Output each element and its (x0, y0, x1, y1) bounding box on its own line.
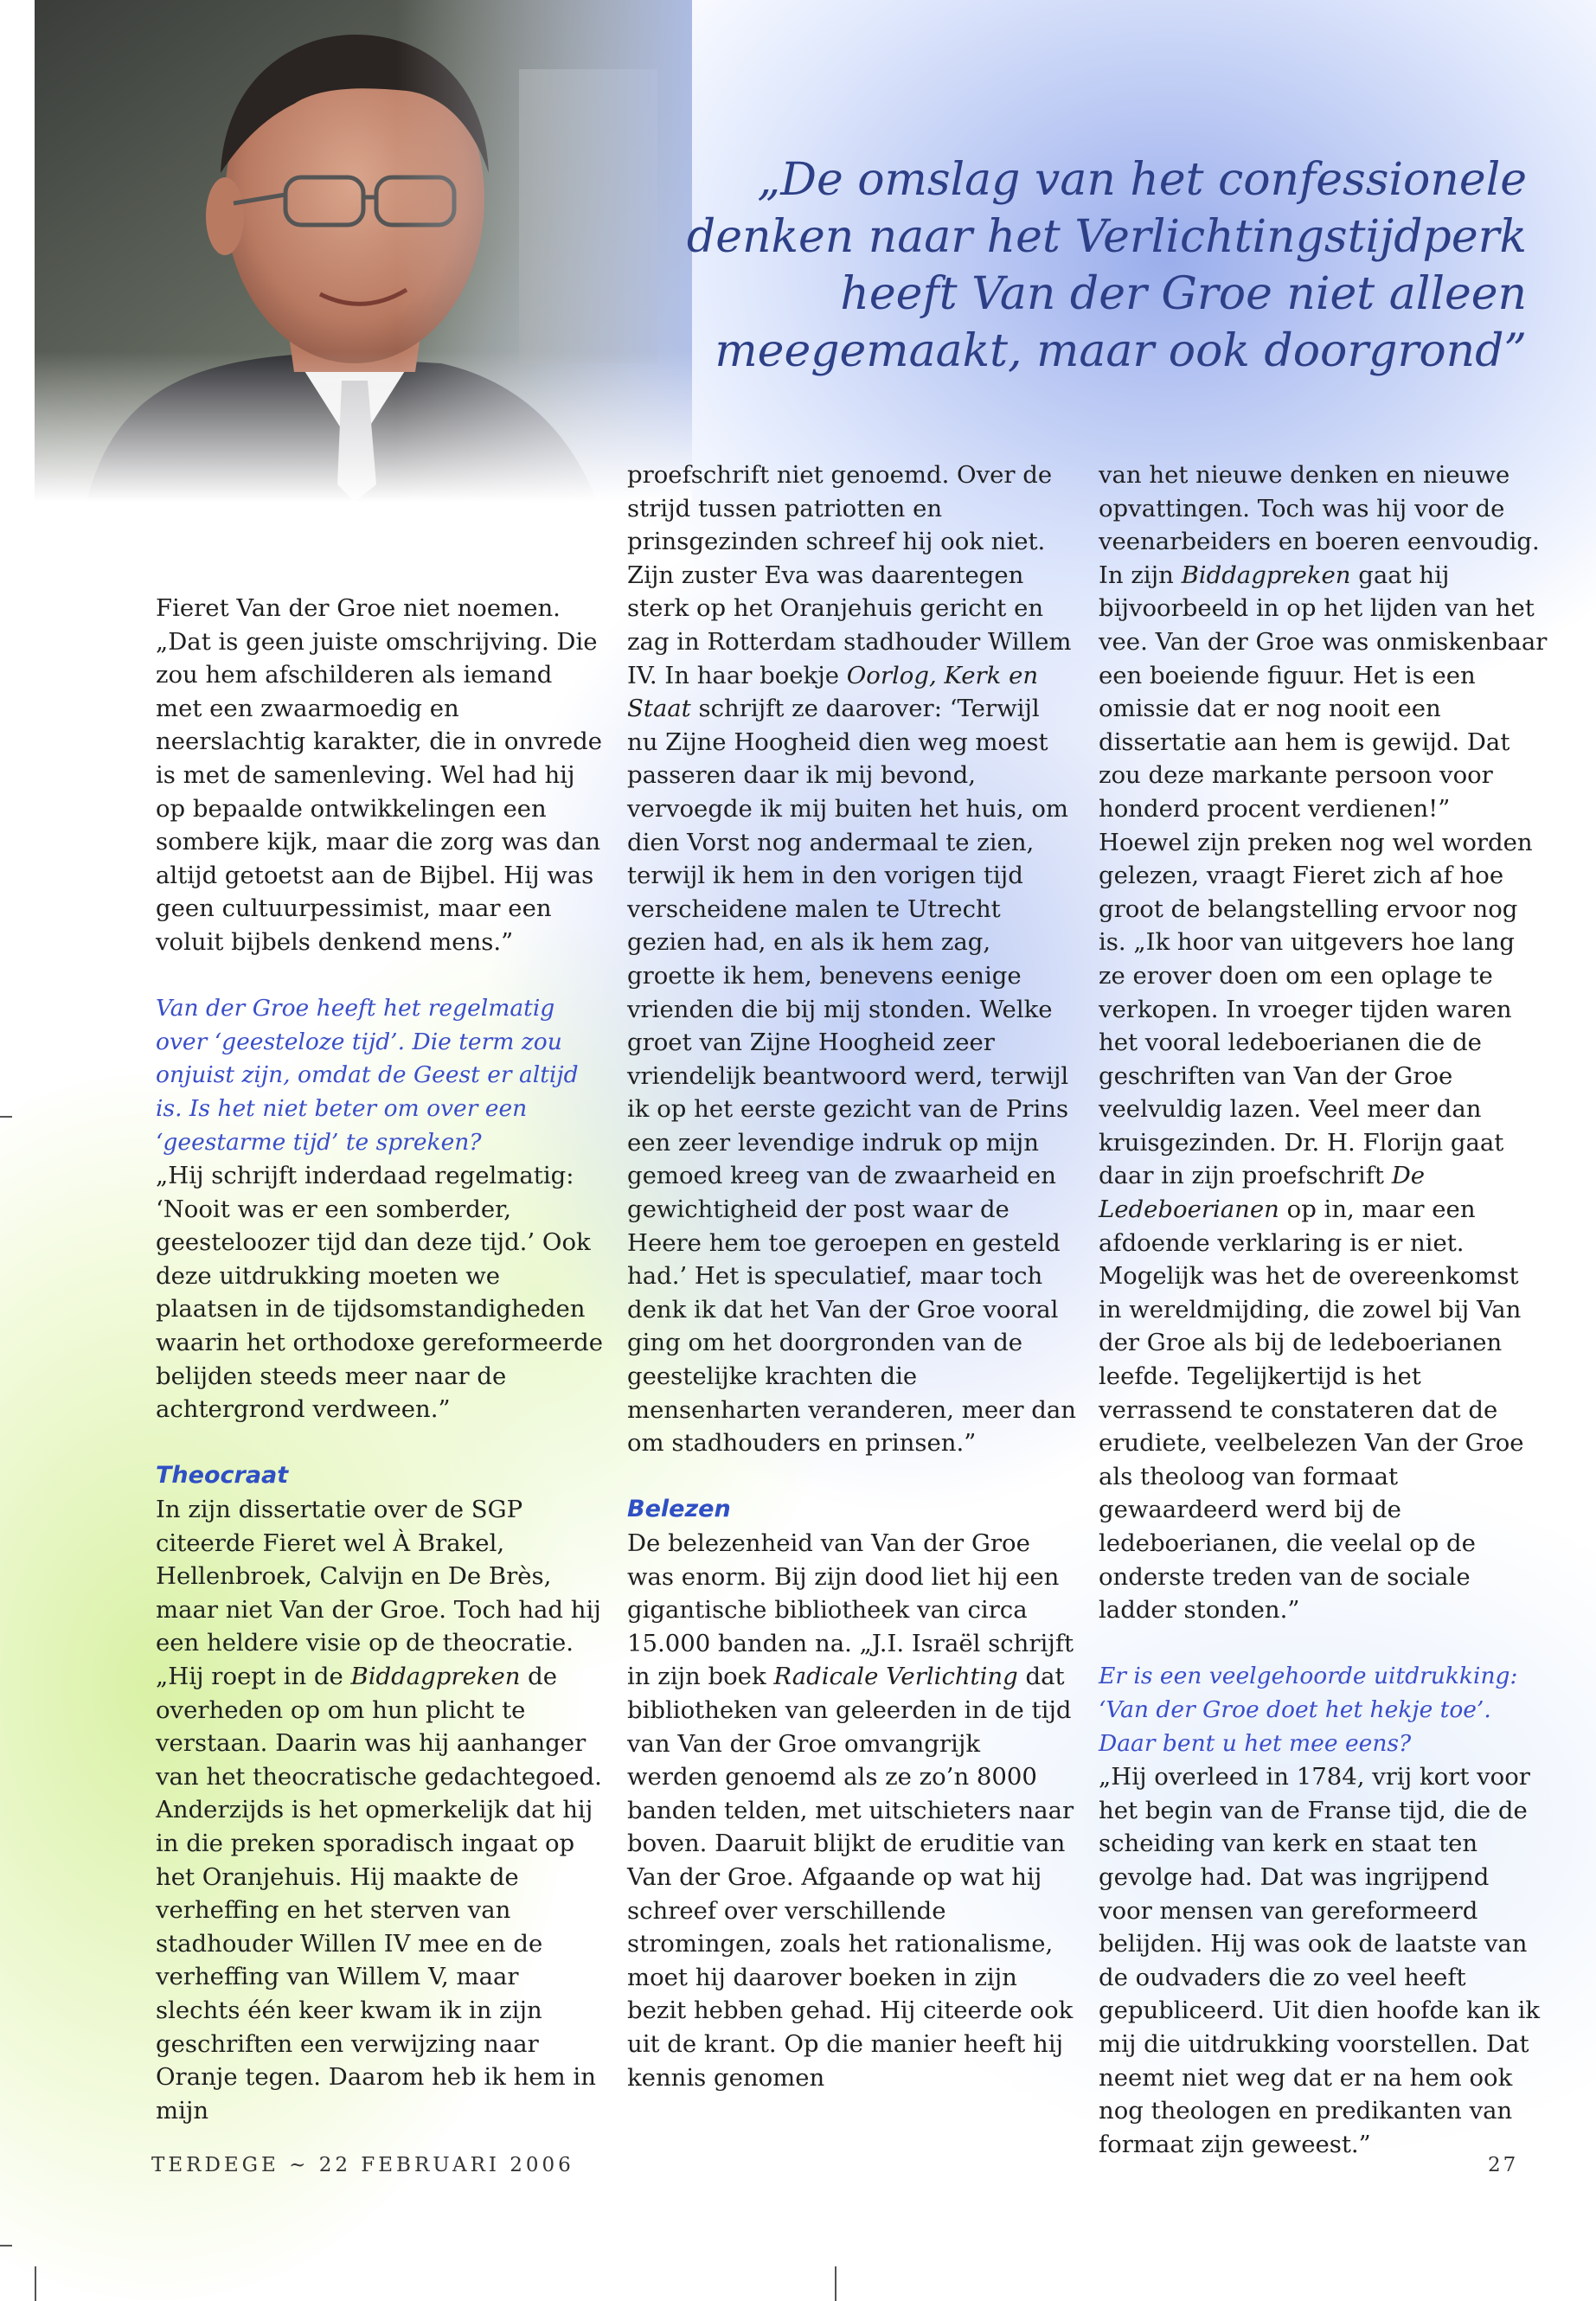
column-2 (627, 458, 1077, 2094)
footer-publication: TERDEGE ~ 22 FEBRUARI 2006 (151, 2154, 574, 2176)
section-heading-belezen: Belezen (627, 1496, 731, 1523)
interview-question-2: Er is een veelgehoorde uitdrukking: ‘Van der Groe doet het hekje toe’. Daar bent u het mee eens? (1099, 1663, 1518, 1757)
column2-paragraph-2: De belezenheid van Van der Groe was enorm. Bij zijn dood liet hij een gigantische bibliotheek van circa 15.000 banden na. „J.I. Israël schrijft in zijn boek Radicale Verlichting dat bibliotheken van geleerden in de tijd van Van der Groe omvangrijk werden genoemd als ze zo’n 8000 banden telden, met uitschieters naar boven. Daaruit blijkt de eruditie van Van der Groe. Afgaande op wat hij schreef over verschillende stromingen, zoals het rationalisme, moet hij daarover boeken in zijn bezit hebben gehad. Hij citeerde ook uit de krant. Op die manier heeft hij kennis genomen (627, 1529, 1074, 2092)
crop-mark (835, 2266, 836, 2301)
section-heading-theocraat: Theocraat (156, 1462, 289, 1490)
portrait-photo (35, 0, 692, 502)
column3-paragraph-2: „Hij overleed in 1784, vrij kort voor het begin van de Franse tijd, die de scheiding van kerk en staat ten gevolge had. Dat was ingrijpend voor mensen van gereformeerd belijden. Hij was ook de laatste van de oudvaders die zo veel heeft gepubliceerd. Uit dien hoofde kan ik mij die uitdrukking voorstellen. Dat neemt niet weg dat er na hem ook nog theologen en predikanten van formaat zijn geweest.” (1099, 1763, 1541, 2158)
crop-mark (0, 1116, 12, 1118)
column2-paragraph-1: proefschrift niet genoemd. Over de strijd tussen patriotten en prinsgezinden schreef hij ook niet. Zijn zuster Eva was daarentegen sterk op het Oranjehuis gericht en zag in Rotterdam stadhouder Willem IV. In haar boekje Oorlog, Kerk en Staat schrijft ze daarover: ‘Terwijl nu Zijne Hoogheid dien weg moest passeren daar ik mij bevond, vervoegde ik mij buiten het huis, om dien Vorst nog andermaal te zien, terwijl ik hem in den vorigen tijd verscheidene malen te Utrecht gezien had, en als ik hem zag, groette ik hem, benevens eenige vrienden die bij mij stonden. Welke groet van Zijne Hoogheid zeer vriendelijk beantwoord werd, terwijl ik op het eerste gezicht van de Prins een zeer levendige indruk op mijn gemoed kreeg van de zwaarheid en gewichtigheid der post waar de Heere hem toe geroepen en gesteld had.’ Het is speculatief, maar toch denk ik dat het Van der Groe vooral ging om het doorgronden van de geestelijke krachten die mensenharten veranderen, meer dan om stadhouders en prinsen.” (627, 461, 1076, 1458)
column1-paragraph-1: Fieret Van der Groe niet noemen. „Dat is geen juiste omschrijving. Die zou hem afschilderen als iemand met een zwaarmoedig en neerslachtig karakter, die in onvrede is met de samenleving. Wel had hij op bepaalde ontwikkelingen een sombere kijk, maar die zorg was dan altijd getoetst aan de Bijbel. Hij was geen cultuurpessimist, maar een voluit bijbels denkend mens.” (156, 594, 602, 956)
column3-paragraph-1: van het nieuwe denken en nieuwe opvattingen. Toch was hij voor de veenarbeiders en boeren eenvoudig. In zijn Biddagpreken gaat hij bijvoorbeeld in op het lijden van het vee. Van der Groe was onmiskenbaar een boeiende figuur. Het is een omissie dat er nog nooit een dissertatie aan hem is gewijd. Dat zou deze markante persoon voor honderd procent verdienen!” Hoewel zijn preken nog wel worden gelezen, vraagt Fieret zich af hoe groot de belangstelling ervoor nog is. „Ik hoor van uitgevers hoe lang ze erover doen om een oplage te verkopen. In vroeger tijden waren het vooral ledeboerianen die de geschriften van Van der Groe veelvuldig lazen. Veel meer dan kruisgezinden. Dr. H. Florijn gaat daar in zijn proefschrift De Ledeboerianen op in, maar een afdoende verklaring is er niet. Mogelijk was het de overeenkomst in wereldmijding, die zowel bij Van der Groe als bij de ledeboerianen leefde. Tegelijkertijd is het verrassend te constateren dat de erudiete, veelbelezen Van der Groe als theoloog van formaat gewaardeerd werd bij de ledeboerianen, die veelal op de onderste treden van de sociale ladder stonden.” (1099, 461, 1548, 1625)
interview-question-1: Van der Groe heeft het regelmatig over ‘geesteloze tijd’. Die term zou onjuist zijn, omdat de Geest er altijd is. Is het niet beter om over een ‘geestarme tijd’ te spreken? (156, 995, 579, 1156)
column1-paragraph-2: „Hij schrijft inderdaad regelmatig: ‘Nooit was er een somberder, geesteloozer tijd dan deze tijd.’ Ook deze uitdrukking moeten we plaatsen in de tijdsomstandigheden waarin het orthodoxe gereformeerde belijden steeds meer naar de achtergrond verdween.” (156, 1162, 604, 1424)
column-3 (1099, 458, 1548, 2161)
page-number: 27 (1488, 2154, 1519, 2176)
pull-quote: „De omslag van het confessionele denken naar het Verlichtingstijdperk heeft Van der Groe niet alleen meegemaakt, maar ook doorgrond” (686, 154, 1527, 377)
crop-mark (0, 2245, 12, 2247)
crop-mark (35, 2266, 36, 2301)
column1-paragraph-3: In zijn dissertatie over de SGP citeerde Fieret wel À Brakel, Hellenbroek, Calvijn en De Brès, maar niet Van der Groe. Toch had hij een heldere visie op de theocratie. „Hij roept in de Biddagpreken de overheden op om hun plicht te verstaan. Daarin was hij aanhanger van het theocratische gedachtegoed. Anderzijds is het opmerkelijk dat hij in die preken sporadisch ingaat op het Oranjehuis. Hij maakte de verheffing en het sterven van stadhouder Willen IV mee en de verheffing van Willem V, maar slechts één keer kwam ik in zijn geschriften een verwijzing naar Oranje tegen. Daarom heb ik hem in mijn (156, 1496, 602, 2125)
column-1 (156, 592, 606, 2127)
